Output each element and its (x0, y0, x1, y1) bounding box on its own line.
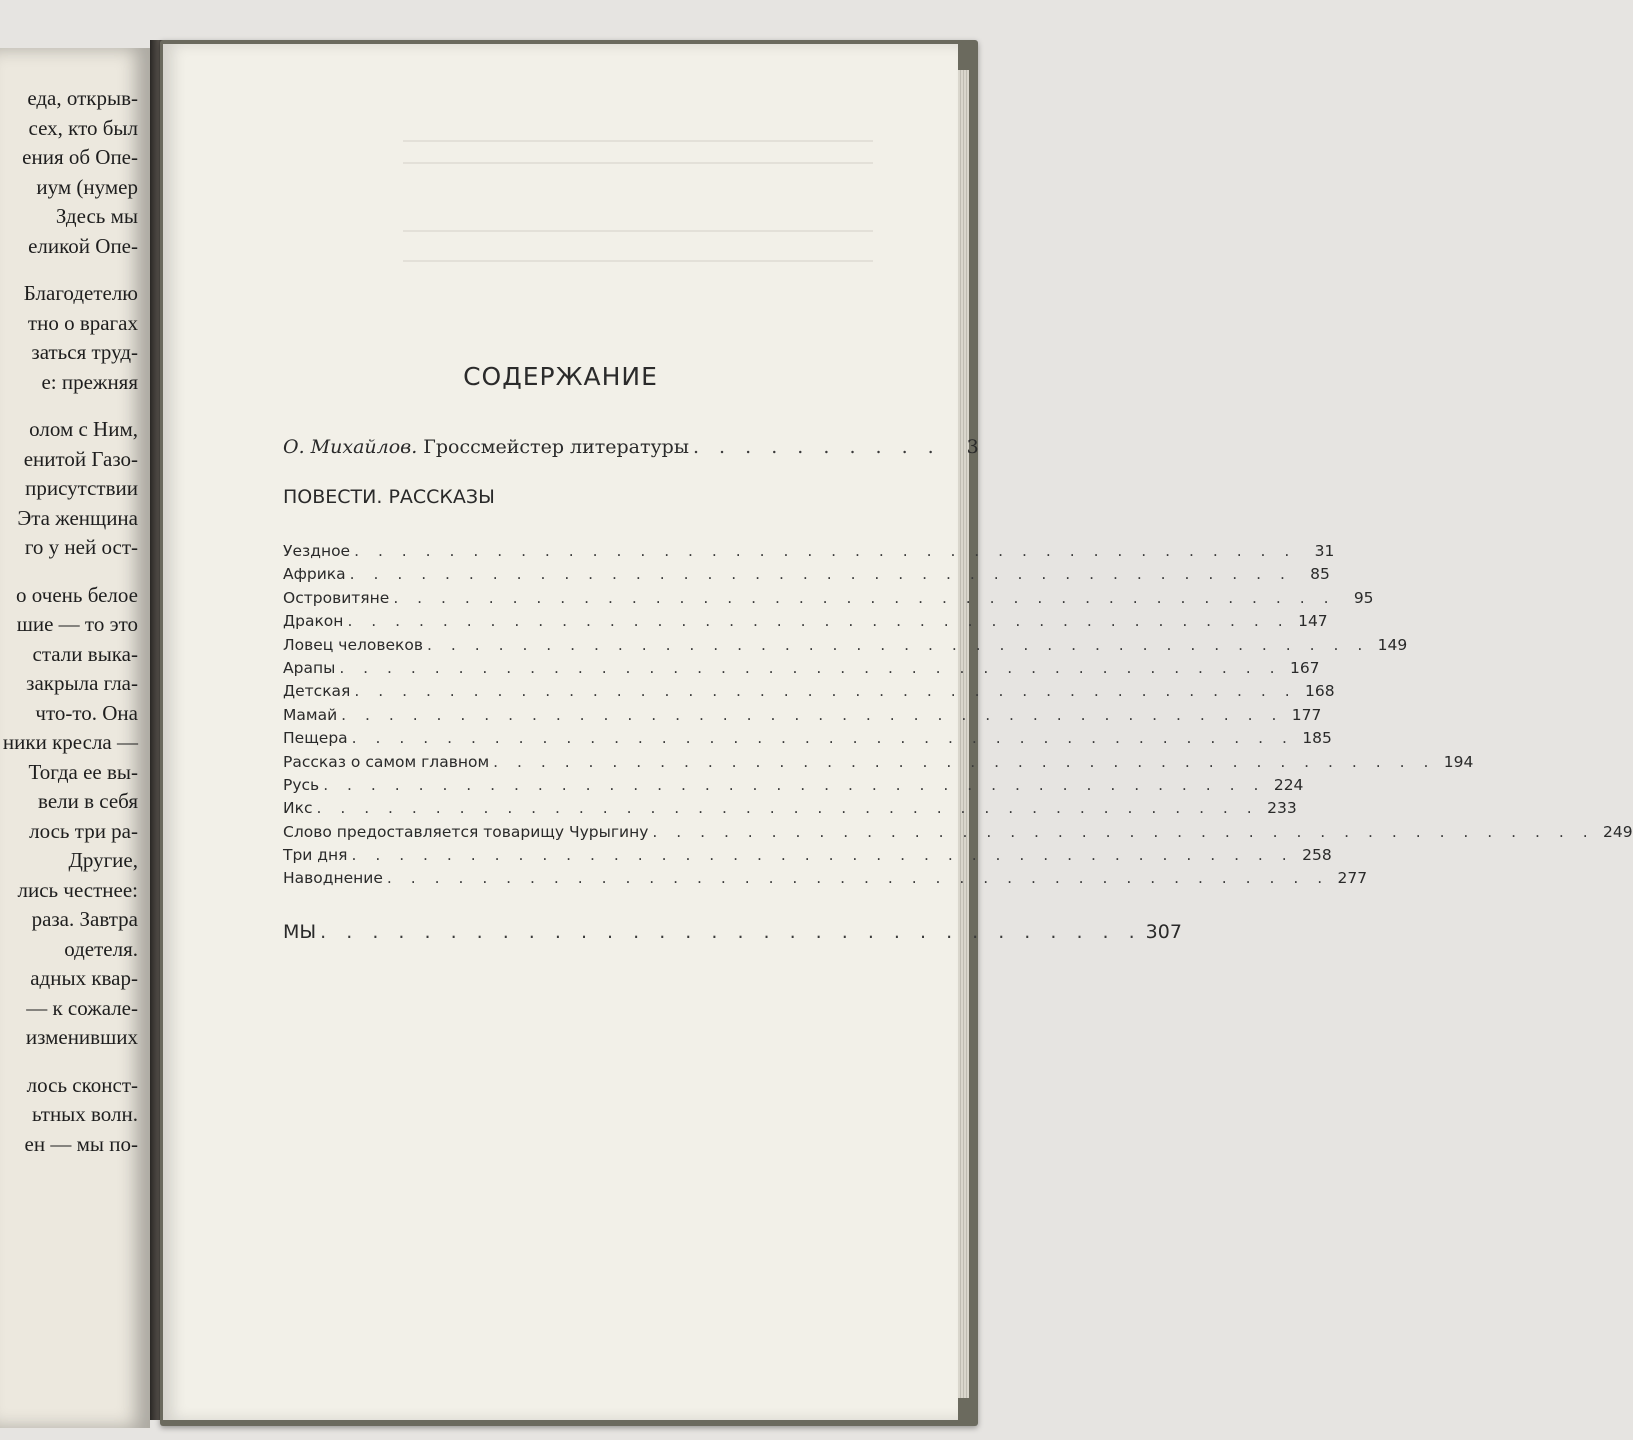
story-page-number: 167 (1289, 658, 1320, 677)
text-line: лось сконст- (26, 1072, 138, 1097)
toc-entry[interactable] (283, 867, 1368, 890)
story-page-number: 31 (1314, 542, 1335, 560)
paragraph-gap (0, 397, 138, 415)
story-page-number: 233 (1267, 799, 1297, 818)
text-line: о очень белое (16, 582, 138, 607)
toc-entry[interactable] (283, 844, 1332, 867)
story-page-number: 194 (1443, 752, 1474, 771)
show-through-line (403, 260, 873, 262)
leader-dots: . . . . . . . . . . . . . . . . . . . . . . . . . . . . . . . . . . . . . . . . (316, 799, 1259, 818)
text-line: изменивших (25, 1025, 138, 1049)
final-title: МЫ (283, 920, 317, 943)
show-through-line (403, 230, 873, 232)
leader-dots: . . . . . . . . . . (692, 436, 941, 458)
leader-dots: . . . . . . . . . . . . . . . . . . . . . . . . . . . . . . . . . . . . . . . . (354, 682, 1297, 701)
story-title: Слово предоставляется товарищу Чурыгину (283, 822, 649, 841)
text-line: Другие, (68, 848, 138, 872)
text-line: Эта женщина (17, 505, 138, 530)
toc-entry[interactable] (283, 774, 1304, 797)
toc-entry[interactable] (283, 587, 1374, 610)
text-line: вели в себя (38, 789, 138, 813)
previous-page-text (0, 84, 138, 1159)
leader-dots: . . . . . . . . . . . . . . . . . . . . . . . . . . . . . . . . . . . . . . . . (351, 846, 1294, 865)
leader-dots: . . . . . . . . . . . . . . . . . . . . . . . . . . . . . . . . . . . . . . . . (339, 658, 1282, 677)
toc-entry[interactable] (283, 751, 1474, 774)
paragraph-gap (0, 563, 138, 581)
story-title: Русь (283, 775, 320, 794)
story-page-number: 249 (1603, 822, 1633, 841)
leader-dots: . . . . . . . . . . . . . . . . . . . . . . . . . . . . . . . . . . . . . . . . (351, 729, 1294, 748)
leader-dots: . . . . . . . . . . . . . . . . . . . . . . . . . . . . . . . . . . . . . . . . (493, 752, 1436, 771)
paragraph-gap (0, 1053, 138, 1071)
text-line: стали выка- (32, 641, 138, 666)
text-line: раза. Завтра (31, 907, 138, 931)
show-through-line (403, 140, 873, 142)
toc-entry[interactable] (283, 680, 1335, 703)
text-line: закрыла гла- (26, 671, 138, 695)
story-title: Рассказ о самом главном (283, 752, 490, 771)
story-title: Африка (283, 565, 346, 584)
previous-page (0, 48, 150, 1428)
story-page-number: 168 (1305, 682, 1335, 701)
story-title: Уездное (283, 542, 351, 560)
table-of-contents (283, 436, 1633, 943)
text-line: лись честнее: (17, 877, 138, 902)
toc-entry[interactable] (283, 657, 1320, 680)
show-through-line (403, 162, 873, 164)
section-heading: ПОВЕСТИ. РАССКАЗЫ (283, 486, 495, 508)
text-line: ения об Опе- (22, 145, 138, 169)
text-line: — к сожале- (26, 995, 138, 1020)
story-title: Ловец человеков (283, 635, 424, 654)
leader-dots: . . . . . . . . . . . . . . . . . . . . . . . . . . . . . . . . . . . . . . . . (341, 705, 1284, 724)
story-page-number: 149 (1377, 635, 1408, 654)
story-page-number: 177 (1291, 705, 1322, 724)
toc-entry[interactable] (283, 563, 1330, 586)
paragraph-gap (0, 261, 138, 279)
story-page-number: 277 (1337, 869, 1368, 888)
toc-entry[interactable] (283, 704, 1322, 727)
text-line: иум (нумер (36, 174, 138, 199)
story-title: Арапы (283, 658, 336, 677)
text-line: е: прежняя (41, 369, 138, 394)
text-line: ники кресла — (2, 730, 138, 754)
text-line: лось три ра- (29, 818, 138, 843)
leader-dots: . . . . . . . . . . . . . . . . . . . . . . . . . . . . . . . . . . . . . . . . (323, 775, 1266, 794)
text-line: адных квар- (30, 966, 138, 990)
toc-entry[interactable] (283, 610, 1328, 633)
page-title: СОДЕРЖАНИЕ (463, 362, 658, 391)
toc-entry[interactable] (283, 540, 1335, 563)
text-line: го у ней ост- (24, 535, 138, 559)
story-page-number: 185 (1302, 729, 1332, 748)
text-line: еда, открыв- (27, 86, 138, 110)
story-page-number: 258 (1302, 846, 1332, 865)
text-line: ен — мы по- (24, 1131, 138, 1156)
toc-entry[interactable] (283, 727, 1332, 750)
text-line: енитой Газо- (23, 446, 138, 471)
leader-dots: . . . . . . . . . . . . . . . . . . . . . . . . . . . . . . . . (320, 920, 1142, 943)
story-page-number: 95 (1353, 588, 1374, 607)
story-title: Пещера (283, 729, 348, 748)
leader-dots: . . . . . . . . . . . . . . . . . . . . . . . . . . . . . . . . . . . . . . . . (354, 542, 1297, 560)
toc-entry-final[interactable] (283, 920, 1182, 943)
text-line: заться труд- (31, 340, 138, 364)
leader-dots: . . . . . . . . . . . . . . . . . . . . . . . . . . . . . . . . . . . . . . . . (652, 822, 1595, 841)
text-line: олом с Ним, (29, 417, 138, 441)
story-page-number: 224 (1273, 775, 1304, 794)
leader-dots: . . . . . . . . . . . . . . . . . . . . . . . . . . . . . . . . . . . . . . . . (347, 612, 1290, 631)
toc-entry-intro[interactable] (283, 436, 979, 466)
text-line: Здесь мы (55, 204, 138, 228)
text-line: тно о врагах (27, 310, 138, 335)
story-page-number: 147 (1298, 612, 1328, 631)
toc-entry[interactable] (283, 821, 1633, 844)
story-title: Дракон (283, 612, 344, 631)
story-title: Детская (283, 682, 351, 701)
story-title: Мамай (283, 705, 338, 724)
leader-dots: . . . . . . . . . . . . . . . . . . . . . . . . . . . . . . . . . . . . . . . . (427, 635, 1370, 654)
story-page-number: 85 (1310, 565, 1330, 584)
leader-dots: . . . . . . . . . . . . . . . . . . . . . . . . . . . . . . . . . . . . . . . . (386, 869, 1330, 888)
story-title: Икс (283, 799, 313, 818)
story-title: Три дня (283, 846, 348, 865)
text-line: ьтных волн. (31, 1102, 138, 1126)
text-line: что-то. Она (35, 700, 138, 725)
intro-page-number: 3 (966, 436, 979, 458)
text-line: присутствии (25, 476, 138, 500)
toc-entry[interactable] (283, 634, 1408, 657)
leader-dots: . . . . . . . . . . . . . . . . . . . . . . . . . . . . . . . . . . . . . . . . (349, 565, 1292, 584)
text-line: еликой Опе- (28, 233, 138, 258)
leader-dots: . . . . . . . . . . . . . . . . . . . . . . . . . . . . . . . . . . . . . . . . (393, 588, 1336, 607)
contents-page (163, 44, 1633, 1420)
text-line: Благодетелю (23, 281, 138, 305)
story-title: Наводнение (283, 869, 383, 888)
final-page-number: 307 (1145, 920, 1182, 943)
intro-author: О. Михайлов. (283, 436, 418, 458)
text-line: Тогда ее вы- (28, 759, 138, 784)
story-title: Островитяне (283, 588, 390, 607)
story-list (283, 540, 1633, 891)
text-line: сех, кто был (28, 115, 138, 140)
toc-entry[interactable] (283, 797, 1297, 820)
intro-title: Гроссмейстер литературы (423, 436, 689, 458)
text-line: шие — то это (16, 612, 138, 636)
text-line: одетеля. (64, 936, 138, 961)
